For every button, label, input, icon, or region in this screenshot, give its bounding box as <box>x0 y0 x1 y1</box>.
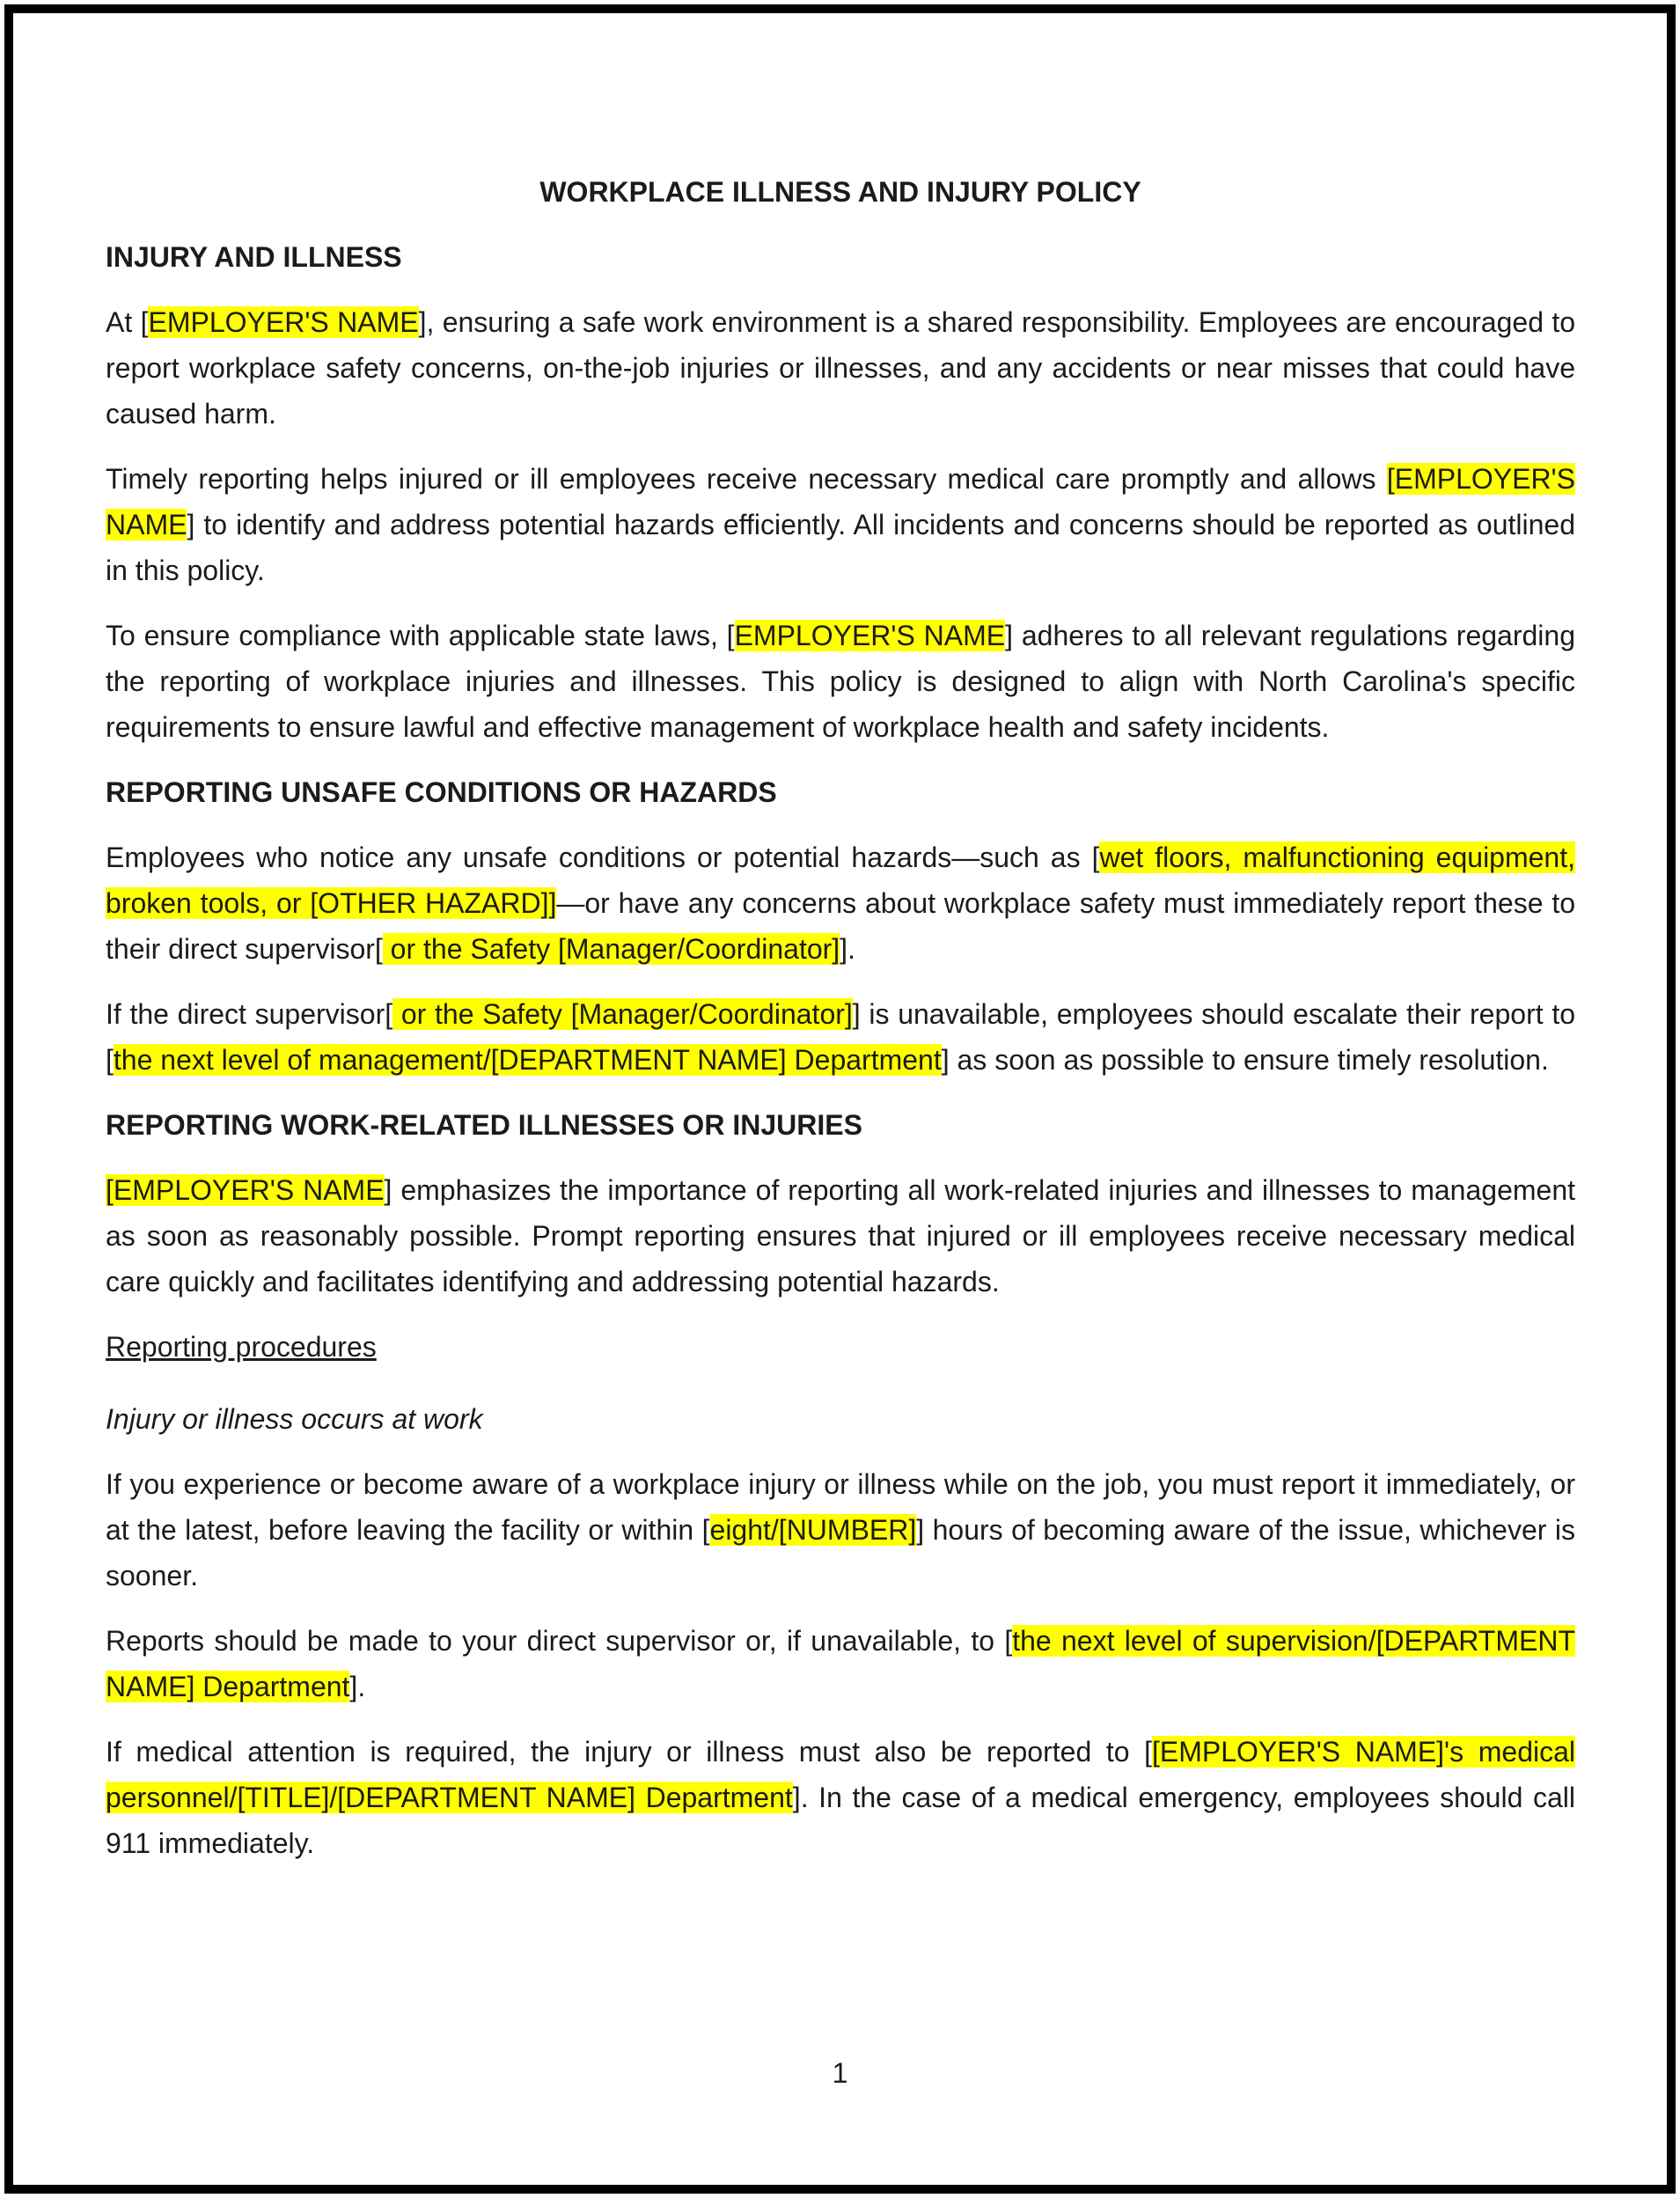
text-run: ], ensuring a safe work environment is a shared responsibility. Employees are encouraged to report workplace safety concerns, on-the-job injuries or illnesses, and any accidents or near misses that could have caused harm. <box>106 306 1576 430</box>
paragraph <box>106 1167 1575 1305</box>
text-run: Reports should be made to your direct supervisor or, if unavailable, to [ <box>106 1625 1013 1657</box>
highlighted-placeholder: EMPLOYER'S NAME <box>148 306 419 338</box>
text-run: ] to identify and address potential hazards efficiently. All incidents and concerns should be reported as outlined in this policy. <box>106 509 1575 586</box>
paragraph <box>106 1729 1575 1866</box>
paragraph <box>106 834 1575 972</box>
paragraph <box>106 991 1575 1083</box>
highlighted-placeholder: the next level of management/[DEPARTMENT NAME] Department <box>113 1044 942 1076</box>
highlighted-placeholder: [EMPLOYER'S NAME <box>106 463 1575 540</box>
subheading-underlined: Reporting procedures <box>106 1331 377 1363</box>
highlighted-placeholder: EMPLOYER'S NAME <box>734 620 1006 651</box>
text-run: To ensure compliance with applicable state laws, [ <box>106 620 735 651</box>
text-run: ] hours of becoming aware of the issue, whichever is sooner. <box>106 1514 1575 1592</box>
paragraph <box>106 456 1575 593</box>
text-run: At [ <box>106 306 149 338</box>
document-content <box>106 0 1575 1886</box>
text-run: ]. <box>349 1671 366 1702</box>
paragraph <box>106 613 1575 750</box>
text-run: If the direct supervisor[ <box>106 998 393 1030</box>
highlighted-placeholder: wet floors, malfunctioning equipment, broken tools, or [OTHER HAZARD]] <box>106 842 1576 919</box>
section-heading: REPORTING UNSAFE CONDITIONS OR HAZARDS <box>106 776 777 808</box>
highlighted-placeholder: or the Safety [Manager/Coordinator] <box>392 998 853 1030</box>
text-run: ] adheres to all relevant regulations regarding the reporting of workplace injuries and illnesses. This policy is designed to align with North Carolina's specific requirements to ensure lawful and effective management of workplace health and safety incidents. <box>106 620 1576 743</box>
highlighted-placeholder: [EMPLOYER'S NAME <box>106 1174 385 1206</box>
paragraph <box>106 299 1575 437</box>
text-run: ] as soon as possible to ensure timely resolution. <box>941 1044 1549 1076</box>
subheading-italic: Injury or illness occurs at work <box>106 1403 483 1435</box>
section-heading: INJURY AND ILLNESS <box>106 241 402 273</box>
page-number: 1 <box>832 2057 848 2089</box>
text-run: If you experience or become aware of a workplace injury or illness while on the job, you must report it immediately, or at the latest, before leaving the facility or within [ <box>106 1468 1575 1546</box>
text-run: Timely reporting helps injured or ill employees receive necessary medical care promptly and allows <box>106 463 1387 495</box>
paragraph <box>106 1618 1575 1709</box>
highlighted-placeholder: [EMPLOYER'S NAME]'s medical personnel/[TITLE]/[DEPARTMENT NAME] Department <box>106 1736 1576 1813</box>
text-run: ]. In the case of a medical emergency, employees should call 911 immediately. <box>106 1782 1576 1859</box>
text-run: ] emphasizes the importance of reporting all work-related injuries and illnesses to management as soon as reasonably possible. Prompt reporting ensures that injured or ill employees receive necessary medical care quickly and facilitates identifying and addressing potential hazards. <box>106 1174 1576 1297</box>
text-run: —or have any concerns about workplace safety must immediately report these to their direct supervisor[ <box>106 887 1576 965</box>
text-run: ] is unavailable, employees should escalate their report to [ <box>106 998 1576 1076</box>
text-run: Employees who notice any unsafe conditions or potential hazards—such as [ <box>106 842 1100 873</box>
page-footer <box>0 2055 1680 2091</box>
text-run: If medical attention is required, the injury or illness must also be reported to [ <box>106 1736 1152 1768</box>
highlighted-placeholder: eight/[NUMBER] <box>709 1514 917 1546</box>
paragraph <box>106 1461 1575 1599</box>
highlighted-placeholder: the next level of supervision/[DEPARTMENT NAME] Department <box>106 1625 1576 1702</box>
document-blocks <box>106 234 1575 1866</box>
section-heading: REPORTING WORK-RELATED ILLNESSES OR INJURIES <box>106 1109 862 1141</box>
document-title: WORKPLACE ILLNESS AND INJURY POLICY <box>539 176 1141 208</box>
highlighted-placeholder: or the Safety [Manager/Coordinator] <box>382 933 840 965</box>
text-run: ]. <box>840 933 855 965</box>
